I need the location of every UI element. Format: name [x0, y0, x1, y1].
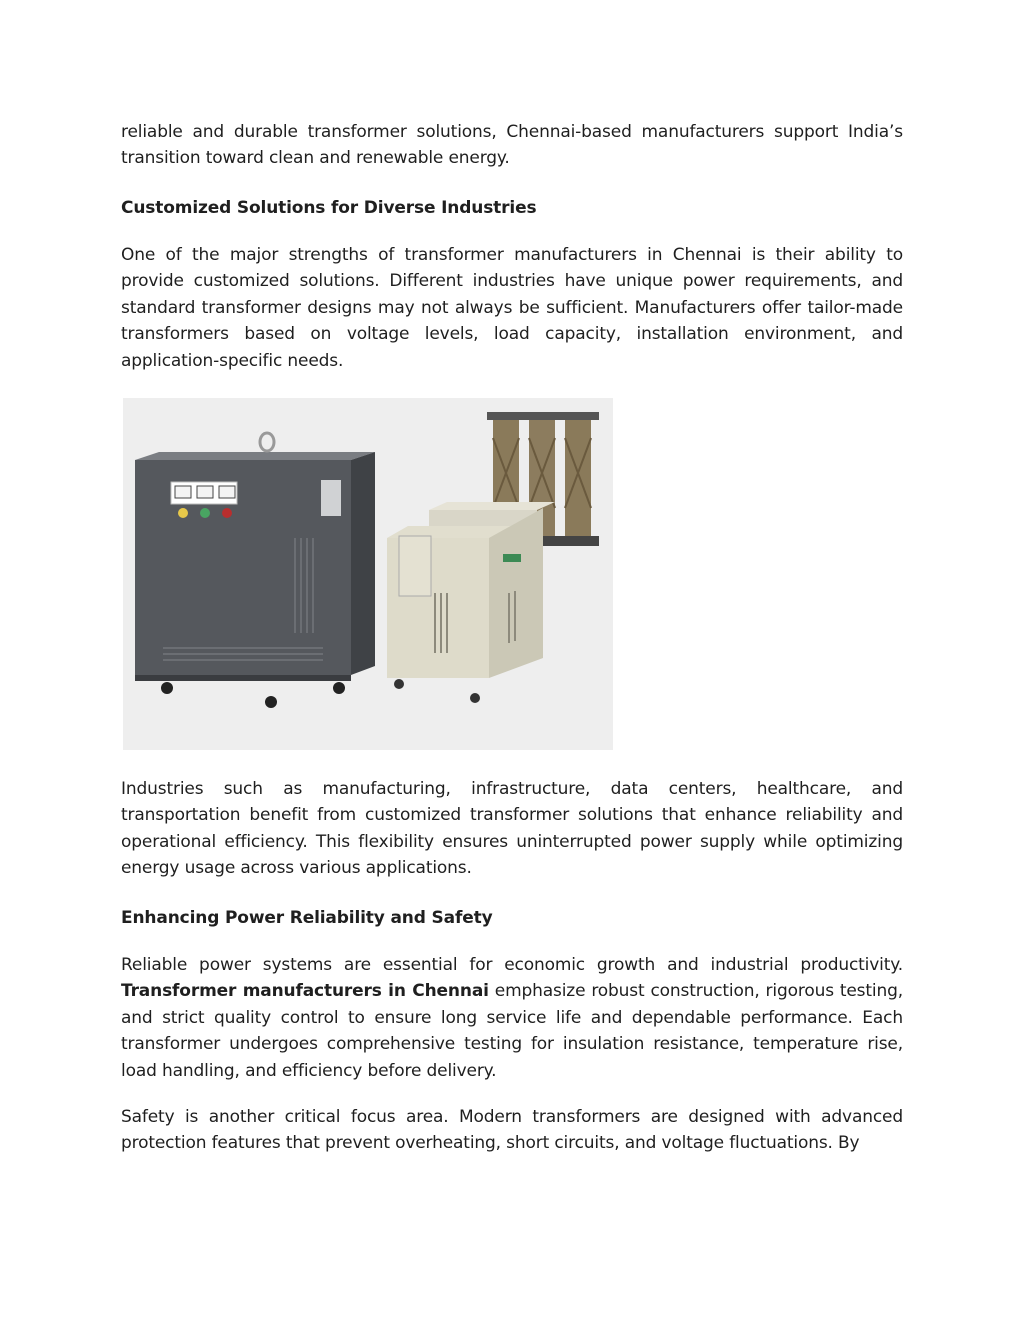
reliability-text-end: emphasize robust construction, rigorous testing, and strict quality control to ensure long service life and dependable performance. Each transformer undergoes comprehensive testing for insulation resistance, temperature rise, load handling, and efficiency before delivery. [121, 981, 903, 1081]
section-heading-reliability: Enhancing Power Reliability and Safety [121, 908, 493, 928]
section-heading-customized: Customized Solutions for Diverse Industries [121, 198, 537, 218]
intro-paragraph: reliable and durable transformer solutions, Chennai-based manufacturers support India’s transition toward clean and renewable energy. [121, 122, 903, 169]
transformers-illustration [123, 398, 613, 750]
reliability-text-start: Reliable power systems are essential for economic growth and industrial productivity. [121, 955, 903, 975]
reliability-paragraph [121, 952, 903, 1084]
reliability-bold-phrase: Transformer manufacturers in Chennai [121, 981, 489, 1002]
industries-paragraph: Industries such as manufacturing, infrastructure, data centers, healthcare, and transportation benefit from customized transformer solutions that enhance reliability and operational efficiency. This flexibility ensures uninterrupted power supply while optimizing energy usage across various applications. [121, 779, 903, 879]
safety-paragraph: Safety is another critical focus area. Modern transformers are designed with advanced protection features that prevent overheating, short circuits, and voltage fluctuations. By [121, 1107, 903, 1154]
transformers-image [123, 398, 613, 750]
customized-paragraph: One of the major strengths of transformer manufacturers in Chennai is their ability to provide customized solutions. Different industries have unique power requirements, and standard transformer designs may not always be sufficient. Manufacturers offer tailor-made transformers based on voltage levels, load capacity, installation environment, and application-specific needs. [121, 245, 903, 371]
dark-transformer-cabinet [135, 433, 375, 708]
